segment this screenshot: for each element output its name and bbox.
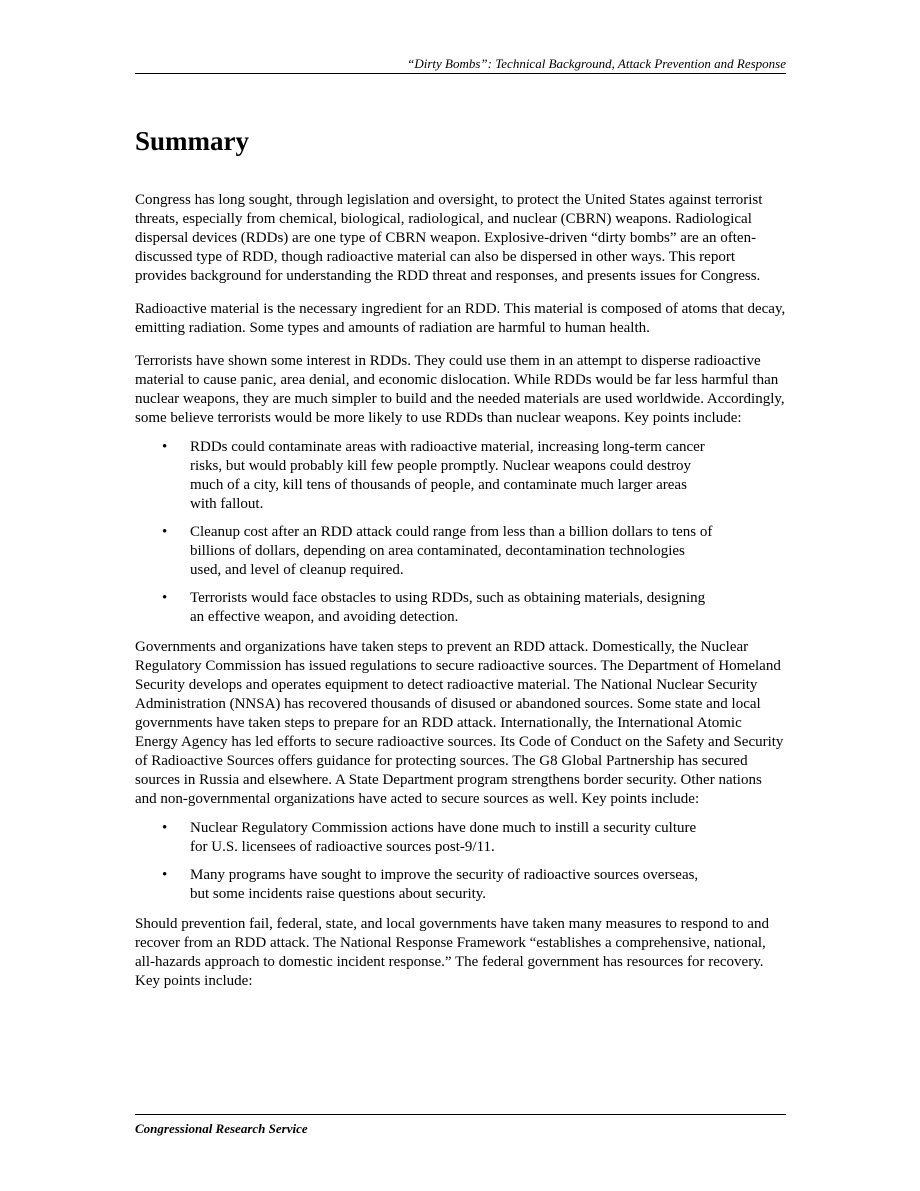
paragraph-radioactive-material: Radioactive material is the necessary ingredient for an RDD. This material is composed of atoms that decay, emitting radiation. Some types and amounts of radiation are harmful to human health. <box>135 301 786 336</box>
summary-section <box>135 124 786 1005</box>
bullet-item: • RDDs could contaminate areas with radioactive material, increasing long-term cancer risks, but would probably kill few people promptly. Nuclear weapons could destroy much of a city, kill tens of thousands of people, and contaminate much larger areas with fallout. <box>135 438 715 514</box>
bullet-item: • Nuclear Regulatory Commission actions have done much to instill a security culture for U.S. licensees of radioactive sources post-9/11. <box>135 819 715 857</box>
bullet-item: • Many programs have sought to improve the security of radioactive sources overseas, but some incidents raise questions about security. <box>135 866 715 904</box>
section-title: Summary <box>135 126 249 156</box>
bullet-item: • Terrorists would face obstacles to using RDDs, such as obtaining materials, designing an effective weapon, and avoiding detection. <box>135 589 715 627</box>
bullet-item: • Cleanup cost after an RDD attack could range from less than a billion dollars to tens of billions of dollars, depending on area contaminated, decontamination technologies used, and level of cleanup required. <box>135 523 715 580</box>
paragraph-response: Should prevention fail, federal, state, and local governments have taken many measures to respond to and recover from an RDD attack. The National Response Framework “establishes a comprehensive, national, all-hazards approach to domestic incident response.” The federal government has resources for recovery. Key points include: <box>135 916 769 989</box>
paragraph-intro: Congress has long sought, through legislation and oversight, to protect the United States against terrorist threats, especially from chemical, biological, radiological, and nuclear (CBRN) weapons. Radiological dispersal devices (RDDs) are one type of CBRN weapon. Explosive-driven “dirty bombs” are an often-discussed type of RDD, though radioactive material can also be dispersed in other ways. This report provides background for understanding the RDD threat and responses, and presents issues for Congress. <box>135 192 763 284</box>
running-footer: Congressional Research Service <box>135 1114 786 1137</box>
bullet-list-prevention <box>135 819 786 904</box>
bullet-list-threat <box>135 438 786 627</box>
running-header: “Dirty Bombs”: Technical Background, Attack Prevention and Response <box>135 56 786 74</box>
paragraph-prevention: Governments and organizations have taken steps to prevent an RDD attack. Domestically, the Nuclear Regulatory Commission has issued regulations to secure radioactive sources. The Department of Homeland Security develops and operates equipment to detect radioactive material. The National Nuclear Security Administration (NNSA) has recovered thousands of disused or abandoned sources. Some state and local governments have taken steps to prepare for an RDD attack. Internationally, the International Atomic Energy Agency has led efforts to secure radioactive sources. Its Code of Conduct on the Safety and Security of Radioactive Sources offers guidance for protecting sources. The G8 Global Partnership has secured sources in Russia and elsewhere. A State Department program strengthens border security. Other nations and non-governmental organizations have acted to secure sources as well. Key points include: <box>135 639 784 807</box>
paragraph-terrorist-interest: Terrorists have shown some interest in RDDs. They could use them in an attempt to disperse radioactive material to cause panic, area denial, and economic dislocation. While RDDs would be far less harmful than nuclear weapons, they are much simpler to build and the needed materials are used worldwide. Accordingly, some believe terrorists would be more likely to use RDDs than nuclear weapons. Key points include: <box>135 353 785 426</box>
